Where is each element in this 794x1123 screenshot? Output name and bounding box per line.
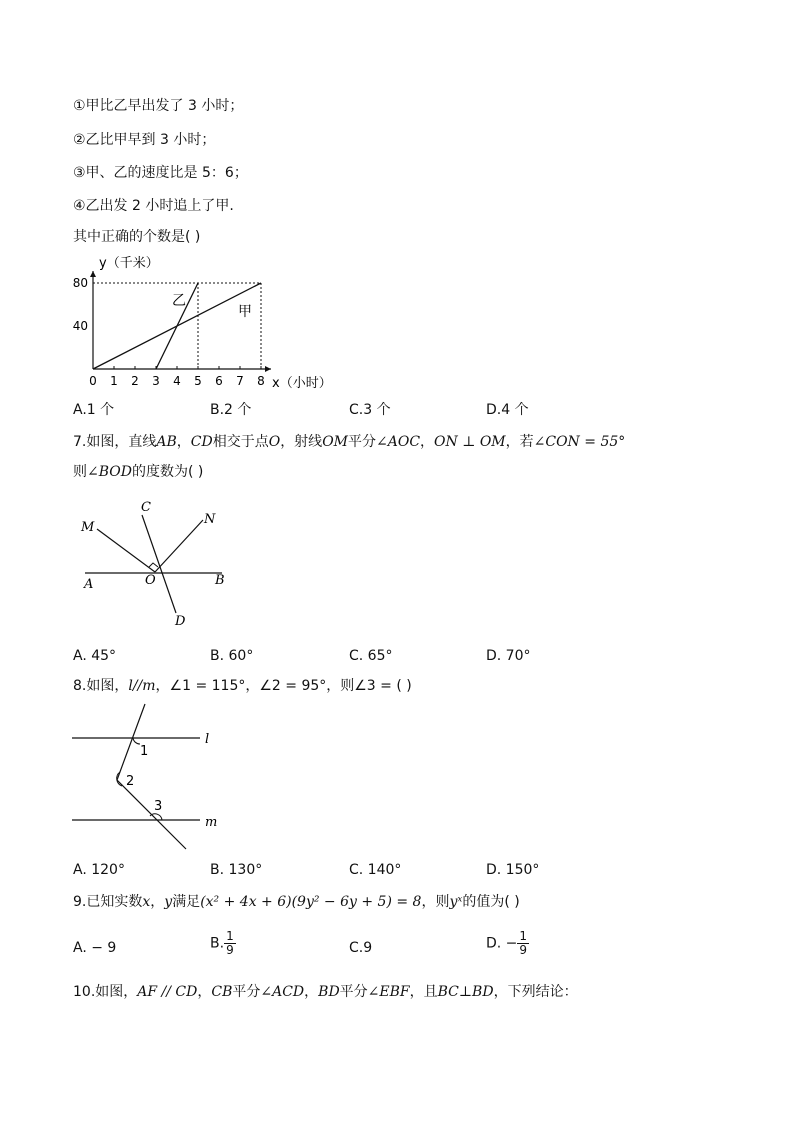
q7-line-cd: CD: [190, 434, 213, 450]
q9-var-x: x: [142, 894, 151, 910]
q7-label-n: N: [204, 512, 216, 527]
q9-question: [73, 892, 520, 912]
x-tick-label: 7: [236, 374, 244, 388]
q7-angle-aoc: ∠AOC: [376, 434, 421, 450]
q8-parallel: l//m: [128, 678, 156, 694]
q6-question: 其中正确的个数是( ): [73, 229, 201, 245]
q7-perp: ON ⊥ OM: [434, 434, 506, 450]
y-tick-label: 80: [72, 276, 88, 290]
q10-text: 平分: [339, 984, 368, 1000]
q8-text: ，∠1 = 115°，∠2 = 95°，则∠3 = ( ): [155, 678, 412, 694]
q7-sep: ，: [176, 434, 191, 450]
q10-text: ，且: [409, 984, 438, 1000]
q7-label-c: C: [141, 500, 151, 515]
q8-label-3: 3: [154, 799, 163, 814]
q7-text: 7.如图，直线: [73, 434, 157, 450]
q9-option-b-denominator: 9: [226, 943, 234, 957]
q10-angle-acd: ∠ACD: [260, 984, 305, 1000]
q10-text: ，下列结论：: [493, 984, 578, 1000]
q7-angle-bod: ∠BOD: [87, 464, 132, 480]
q7-line-ab: AB: [156, 434, 177, 450]
statement-2: ②乙比甲早到 3 小时；: [73, 132, 216, 148]
q6-option-d[interactable]: D.4 个: [486, 402, 529, 418]
q10-text: ，: [304, 984, 319, 1000]
q10-text: 平分: [232, 984, 261, 1000]
series-label-jia: 甲: [238, 304, 252, 320]
q7-ray-om: OM: [322, 434, 348, 450]
q7-angle-con: ∠CON = 55°: [533, 434, 626, 450]
q7-label-d: D: [175, 614, 186, 629]
q8-text: 8.如图，: [73, 678, 129, 694]
x-tick-label: 3: [152, 374, 160, 388]
q8-option-b[interactable]: B. 130°: [210, 862, 263, 878]
x-tick-label: 2: [131, 374, 139, 388]
q9-option-b-fraction: [224, 930, 236, 957]
q10-angle-ebf: ∠EBF: [367, 984, 410, 1000]
q9-option-d[interactable]: [486, 930, 529, 957]
q6-option-b[interactable]: B.2 个: [210, 402, 252, 418]
q9-sep: ，: [150, 894, 165, 910]
q8-angle1-arc: [133, 738, 140, 744]
y-axis-label: y（千米）: [99, 256, 159, 271]
statement-3: ③甲、乙的速度比是 5：6；: [73, 165, 248, 181]
q9-text: 的值为( ): [462, 894, 520, 910]
q7-label-b: B: [215, 573, 225, 588]
q6-option-c[interactable]: C.3 个: [349, 402, 391, 418]
q8-label-l: l: [205, 732, 210, 747]
q9-option-b[interactable]: [210, 930, 236, 957]
q8-option-c[interactable]: C. 140°: [349, 862, 402, 878]
q8-option-d[interactable]: D. 150°: [486, 862, 540, 878]
q6-option-a[interactable]: A.1 个: [73, 402, 115, 418]
q8-label-m: m: [205, 815, 218, 830]
q7-option-c[interactable]: C. 65°: [349, 648, 393, 664]
q7-text: 平分: [348, 434, 376, 450]
q9-option-b-numerator: 1: [226, 929, 234, 943]
q10-perp: BC⊥BD: [437, 984, 494, 1000]
q7-sep: ，: [420, 434, 435, 450]
q8-options: [73, 860, 723, 880]
q7-text: ，若: [505, 434, 534, 450]
q7-point-o: O: [268, 434, 281, 450]
q10-question: [73, 982, 578, 1002]
x-tick-label: 6: [215, 374, 223, 388]
x-tick-label: 0: [89, 374, 97, 388]
x-tick-label: 4: [173, 374, 181, 388]
q9-option-c[interactable]: C.9: [349, 940, 373, 956]
q9-option-d-prefix: D. −: [486, 935, 518, 952]
q8-label-2: 2: [126, 774, 135, 789]
q8-label-1: 1: [140, 744, 149, 759]
q9-text: 9.已知实数: [73, 894, 143, 910]
q7-label-o: O: [145, 573, 156, 588]
q10-text: 10.如图，: [73, 984, 138, 1000]
x-tick-label: 8: [257, 374, 265, 388]
q10-line-cb: CB: [211, 984, 233, 1000]
q9-option-d-numerator: 1: [519, 929, 528, 943]
q9-equation: (x² + 4x + 6)(9y² − 6y + 5) = 8: [200, 894, 422, 910]
q7-label-m: M: [81, 520, 95, 535]
statement-4: ④乙出发 2 小时追上了甲.: [73, 198, 234, 214]
q7-option-b[interactable]: B. 60°: [210, 648, 254, 664]
q7-option-a[interactable]: A. 45°: [73, 648, 117, 664]
q9-text: ，则: [421, 894, 450, 910]
series-label-yi: 乙: [172, 293, 186, 309]
q9-option-d-fraction: [517, 930, 529, 957]
q9-power: yˣ: [449, 894, 463, 910]
y-tick-label: 40: [72, 319, 88, 333]
q7-option-d[interactable]: D. 70°: [486, 648, 531, 664]
x-tick-label: 1: [110, 374, 118, 388]
q8-option-a[interactable]: A. 120°: [73, 862, 125, 878]
q9-option-b-prefix: B.: [210, 935, 225, 952]
q7-text: 的度数为( ): [131, 464, 204, 480]
q7-text: ，射线: [280, 434, 323, 450]
q10-text: ，: [197, 984, 212, 1000]
q9-var-y: y: [164, 894, 173, 910]
x-tick-label: 5: [194, 374, 202, 388]
q9-option-a[interactable]: A. − 9: [73, 940, 117, 956]
q9-text: 满足: [172, 894, 201, 910]
q9-option-d-denominator: 9: [519, 943, 528, 957]
statement-1: ①甲比乙早出发了 3 小时；: [73, 98, 244, 114]
q10-line-bd: BD: [318, 984, 340, 1000]
q7-label-a: A: [84, 577, 94, 592]
q7-text: 相交于点: [212, 434, 269, 450]
x-axis-label: x（小时）: [272, 376, 332, 391]
q9-options: [73, 929, 723, 966]
q10-parallel: AF // CD: [137, 984, 198, 1000]
q7-text: 则: [73, 464, 87, 480]
